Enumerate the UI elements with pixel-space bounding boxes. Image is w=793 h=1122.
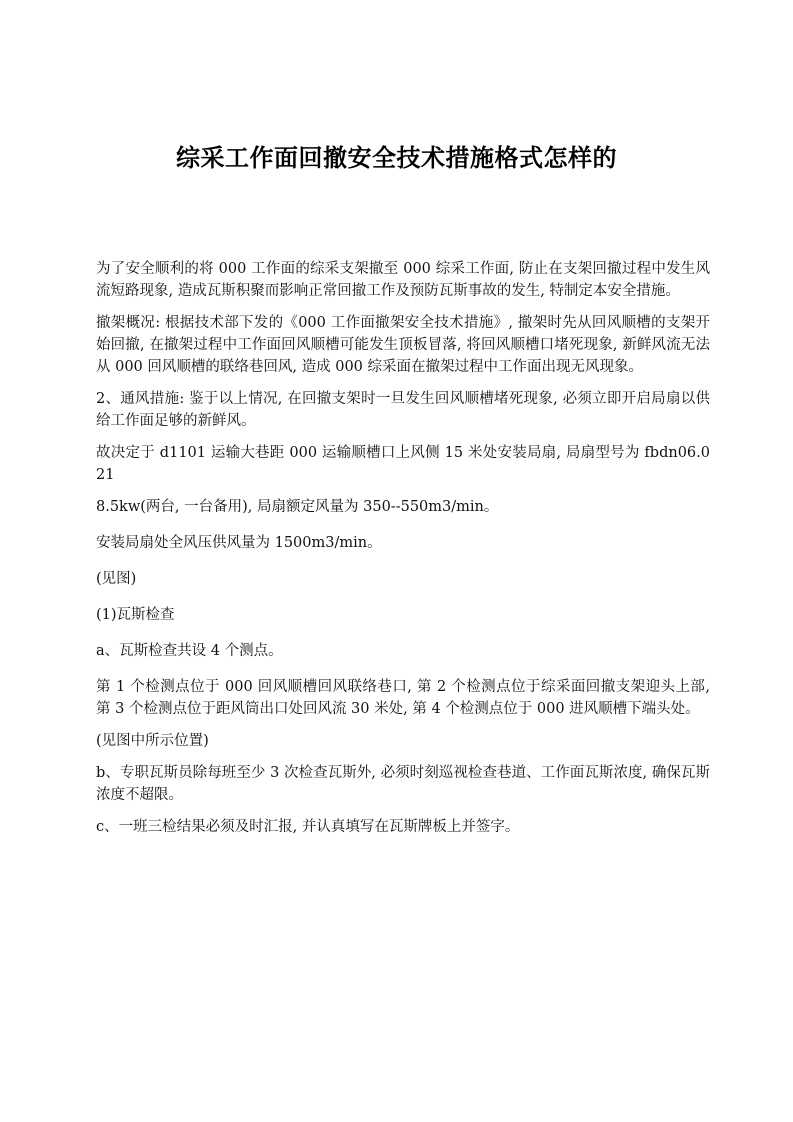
paragraph-air-supply: 安装局扇处全风压供风量为 1500m3/min。 (96, 535, 382, 551)
paragraph-check-points: 第 1 个检测点位于 000 回风顺槽回风联络巷口, 第 2 个检测点位于综采面回撤支架迎头上部, 第 3 个检测点位于距风筒出口处回风流 30 米处, 第 4 个检测点位于 000 进风顺槽下端头处。 (96, 679, 710, 717)
document-body (96, 258, 710, 848)
paragraph-gas-check-heading: (1)瓦斯检查 (96, 607, 175, 623)
paragraph-gas-check-b: b、专职瓦斯员除每班至少 3 次检查瓦斯外, 必须时刻巡视检查巷道、工作面瓦斯浓度, 确保瓦斯浓度不超限。 (96, 765, 710, 803)
paragraph-intro: 为了安全顺利的将 000 工作面的综采支架撤至 000 综采工作面, 防止在支架回撤过程中发生风流短路现象, 造成瓦斯积聚而影响正常回撤工作及预防瓦斯事故的发生, 特制定本安全措施。 (96, 261, 710, 299)
paragraph-fan-spec: 8.5kw(两台, 一台备用), 局扇额定风量为 350--550m3/min。 (96, 499, 499, 515)
paragraph-see-figure-positions: (见图中所示位置) (96, 733, 209, 749)
paragraph-ventilation: 2、通风措施: 鉴于以上情况, 在回撤支架时一旦发生回风顺槽堵死现象, 必须立即开启局扇以供给工作面足够的新鲜风。 (96, 391, 710, 429)
paragraph-gas-check-c: c、一班三检结果必须及时汇报, 并认真填写在瓦斯牌板上并签字。 (96, 819, 520, 835)
paragraph-overview: 撤架概况: 根据技术部下发的《000 工作面撤架安全技术措施》, 撤架时先从回风顺槽的支架开始回撤, 在撤架过程中工作面回风顺槽可能发生顶板冒落, 将回风顺槽口堵死现象, 新鲜风流无法从 000 回风顺槽的联络巷回风, 造成 000 综采面在撤架过程中工作面出现无风现象。 (96, 315, 710, 375)
paragraph-fan-location: 故决定于 d1101 运输大巷距 000 运输顺槽口上风侧 15 米处安装局扇, 局扇型号为 fbdn06.0 21 (96, 445, 710, 483)
paragraph-gas-check-a: a、瓦斯检查共设 4 个测点。 (96, 643, 283, 659)
paragraph-see-figure: (见图) (96, 571, 137, 587)
document-title: 综采工作面回撤安全技术措施格式怎样的 (176, 144, 617, 172)
